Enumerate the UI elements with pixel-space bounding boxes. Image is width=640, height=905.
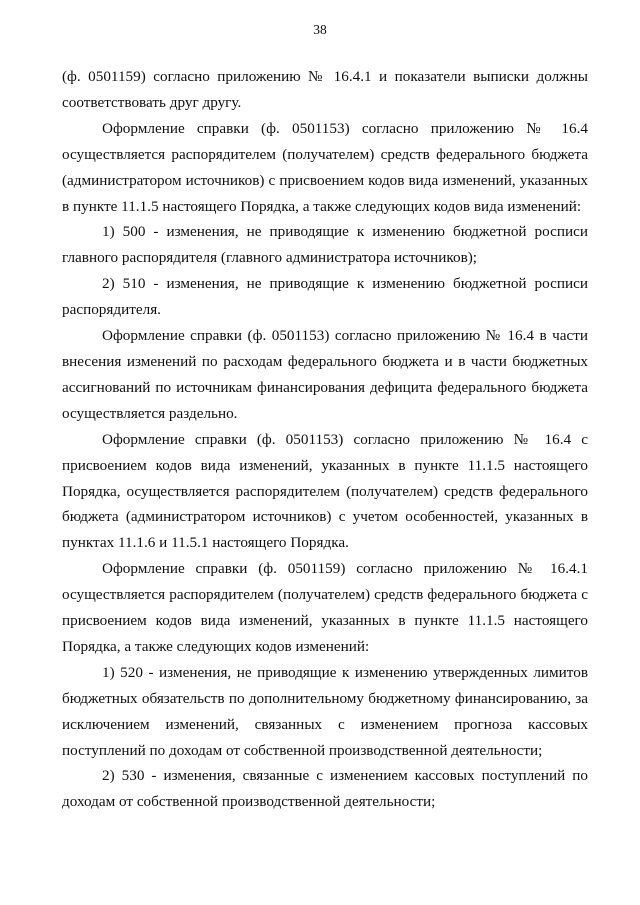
paragraph-form-0501153-features: Оформление справки (ф. 0501153) согласно приложению № 16.4 с присвоением кодов вида изменений, указанных в пункте 11.1.5 настоящего Порядка, осуществляется распорядителем (получателем) средств федерального бюджета (администратором источников) с учетом особенностей, указанных в пунктах 11.1.6 и 11.5.1 настоящего Порядка. xyxy=(62,430,588,552)
list-item-530: 2) 530 - изменения, связанные с изменением кассовых поступлений по доходам от собственной производственной деятельности; xyxy=(62,767,588,811)
paragraph-form-0501159-codes: Оформление справки (ф. 0501159) согласно приложению № 16.4.1 осуществляется распорядителем (получателем) средств федерального бюджета с присвоением кодов вида изменений, указанных в пункте 11.1.5 настоящего Порядка, а также следующих кодов изменений: xyxy=(62,560,588,655)
page-number: 38 xyxy=(313,22,327,37)
list-item-520: 1) 520 - изменения, не приводящие к изменению утвержденных лимитов бюджетных обязательств по дополнительному бюджетному финансированию, за исключением изменений, связанных с изменением прогноза кассовых поступлений по доходам от собственной производственной деятельности; xyxy=(62,663,588,759)
document-body xyxy=(62,64,588,815)
list-item-500: 1) 500 - изменения, не приводящие к изменению бюджетной росписи главного распорядителя (главного администратора источников); xyxy=(62,223,588,267)
paragraph-separate-processing: Оформление справки (ф. 0501153) согласно приложению № 16.4 в части внесения изменений по расходам федерального бюджета и в части бюджетных ассигнований по источникам финансирования дефицита федерального бюджета осуществляется раздельно. xyxy=(62,327,588,422)
paragraph-continuation: (ф. 0501159) согласно приложению № 16.4.1 и показатели выписки должны соответствовать друг другу. xyxy=(62,68,588,111)
paragraph-form-0501153-codes: Оформление справки (ф. 0501153) согласно приложению № 16.4 осуществляется распорядителем (получателем) средств федерального бюджета (администратором источников) с присвоением кодов вида изменений, указанных в пункте 11.1.5 настоящего Порядка, а также следующих кодов вида изменений: xyxy=(62,119,588,215)
list-item-510: 2) 510 - изменения, не приводящие к изменению бюджетной росписи распорядителя. xyxy=(62,275,588,319)
